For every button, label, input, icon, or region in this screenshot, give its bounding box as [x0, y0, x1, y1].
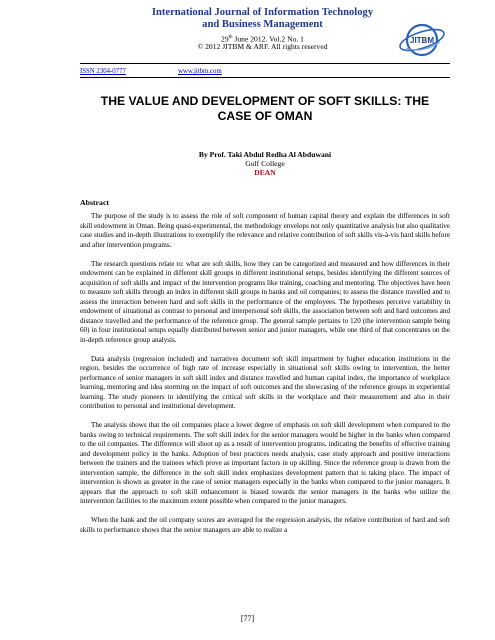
- author-block: [150, 150, 380, 177]
- issue-volume: June 2012. Vol.2 No. 1: [234, 34, 304, 44]
- abstract-paragraph: The purpose of the study is to assess the role of soft component of human capital theory and explain the differences in soft skill endowment in Oman. Being quasi-experimental, the methodology envelops not only quantitative analysis but also qualitative case studies and in-depth illustrations to exemplify the relevance and relative contribution of soft skills vis-à-vis hard skills before and after intervention programs.: [80, 212, 450, 249]
- issue-day: 29: [221, 34, 229, 44]
- header-rule-top: [80, 63, 450, 64]
- author-affiliation: Gulf College: [245, 159, 285, 168]
- journal-logo-icon: [396, 20, 448, 60]
- copyright-line: © 2012 JITBM & ARF. All rights reserved: [197, 42, 328, 51]
- abstract-paragraph: When the bank and the oil company scores are averaged for the regression analysis, the relative contribution of hard and soft skills to performance shows that the senior managers are able to realize a: [80, 516, 450, 534]
- abstract-paragraph: Data analysis (regression included) and narratives document soft skill impartment by higher education institutions in the region, besides the occurrence of high rate of increase especially in situational soft skills owing to intervention, the better performance of senior managers in soft skill index and distance travelled and human capital index, the importance of workplace learning, mentoring and idea storming on the impact of soft outcomes and the showcasing of the reference groups in experiential learning. The study pioneers in identifying the critical soft skills in the workplace and their measurement and also in their contribution to personal and institutional development.: [80, 354, 450, 410]
- issn-row: [80, 67, 450, 77]
- issue-day-suffix: th: [228, 35, 233, 40]
- author-role: DEAN: [254, 168, 276, 177]
- issn-number: ISSN 2304-0777: [80, 68, 126, 75]
- journal-title: International Journal of Information Technology and Business Management: [151, 7, 374, 30]
- abstract-heading: Abstract: [80, 198, 110, 207]
- logo-text: JITBM: [410, 36, 434, 45]
- abstract-paragraph: The research questions relate to: what are soft skills, how they can be categorized and measured and how differences in their endowment can be explained in different skill groups in different institutional setups, besides identifying the different sources of acquisition of soft skills and impact of the intervention programs like training, coaching and mentoring. The objectives have been to measure soft skills through an index in different skill groups in banks and oil companies; to assess the distance travelled and to assess the interaction between hard and soft skills in the performance of the employees. The hypotheses perceive variability in endowment of situational as contrast to personal and interpersonal soft skills, the association between soft and hard outcomes and distance travelled and the performance of the reference group. The general sample pertains to 120 (the intervention sample being 60) in four institutional setups equally distributed between senior and junior managers, while one third of that concentrates on the in-depth reference group analysis.: [80, 259, 450, 344]
- paper-title: THE VALUE AND DEVELOPMENT OF SOFT SKILLS: THE CASE OF OMAN: [100, 94, 430, 123]
- abstract-body: [80, 212, 450, 545]
- header-rule-bottom: [80, 77, 450, 78]
- page-number: [77]: [240, 614, 255, 623]
- journal-website-link[interactable]: www.jitbm.com: [178, 68, 222, 75]
- author-name: By Prof. Taki Abdul Redha Al Abduwani: [198, 150, 332, 159]
- journal-header: [0, 0, 495, 62]
- abstract-paragraph: The analysis shows that the oil companies place a lower degree of emphasis on soft skill development when compared to the banks owing to technical requirements. The soft skill index for the senior managers would be higher in the banks when compared to the oil companies. The difference will shoot up as a result of intervention programs, indicating the benefits of effective training and development policy in the banks. Adoption of best practices needs analysis, case study approach and positive interactions between the trainers and the trainees which prove as important factors in up skilling. Since the reference group is drawn from the intervention sample, the difference in the soft skill index emphasizes development pattern that is taking place. The impact of intervention is shown as greater in the case of senior managers especially in the banks when compared to the junior managers. It appears that the approach to soft skill enhancement is biased towards the senior managers in the banks who utilize the intervention facilities to the maximum extent possible when compared to the junior managers.: [80, 421, 450, 505]
